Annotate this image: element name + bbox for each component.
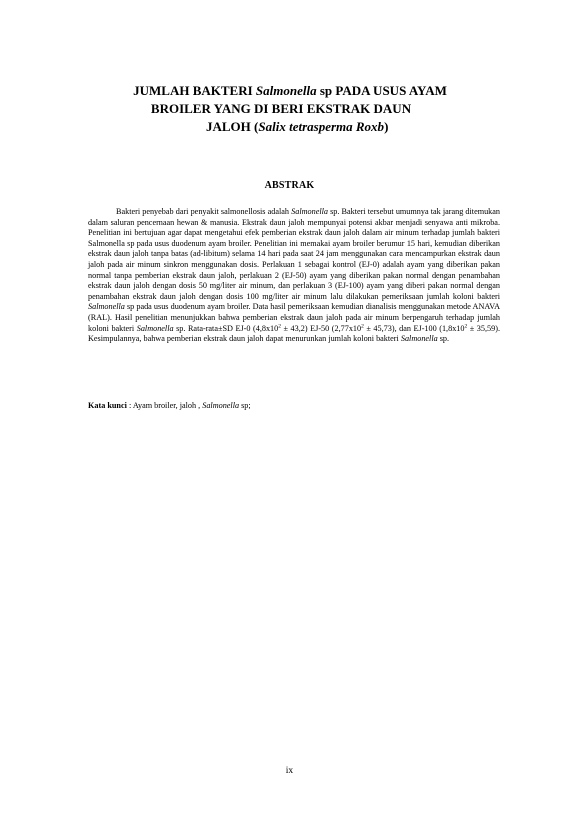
keywords <box>88 401 500 412</box>
abstract-heading: ABSTRAK <box>264 180 315 191</box>
title-italic-genus: Salmonella <box>255 83 317 98</box>
title-line-3 <box>60 118 520 136</box>
title-text: ) <box>384 119 389 134</box>
exponent: 2 <box>278 322 281 329</box>
title-line-1 <box>60 82 520 100</box>
title-text: JALOH ( <box>206 119 259 134</box>
keywords-label: Kata kunci <box>88 401 127 410</box>
abstract-text: Bakteri penyebab dari penyakit salmonellosis adalah <box>116 207 292 216</box>
title-italic-species: Salix tetrasperma Roxb <box>258 119 385 134</box>
abstract-text: sp. Rata-rata±SD EJ-0 (4,8x10 <box>173 323 279 333</box>
keywords-text: : Ayam broiler, jaloh , <box>126 401 203 410</box>
title-text: sp PADA USUS AYAM <box>316 83 447 98</box>
title-line-2: BROILER YANG DI BERI EKSTRAK DAUN <box>150 101 412 116</box>
page-number: ix <box>285 766 294 776</box>
title-text: JUMLAH BAKTERI <box>133 83 256 98</box>
exponent: 2 <box>464 322 468 329</box>
abstract-text: ± 43,2) EJ-50 (2,77x10 <box>281 323 362 333</box>
abstract-text: sp. <box>437 334 450 344</box>
abstract-text: ± 35,59). Kesimpulannya, bahwa pemberian ekstrak daun jaloh dapat menurunkan jumlah koloni bakteri <box>88 323 500 344</box>
abstract-text: ± 45,73), dan EJ-100 (1,8x10 <box>363 323 465 333</box>
abstract-italic: Salmonella <box>88 302 125 312</box>
keywords-text: sp; <box>239 401 251 410</box>
abstract-text: sp pada usus duodenum ayam broiler. Data hasil pemeriksaan kemudian dianalisis menggunakan metode ANAVA (RAL). Hasil penelitian menunjukkan bahwa pemberian ekstrak daun jaloh pada air minum berpengaruh terhadap jumlah koloni bakteri <box>88 302 500 333</box>
keywords-italic: Salmonella <box>202 401 240 410</box>
abstract-italic: Salmonella <box>136 323 174 333</box>
abstract-italic: Salmonella <box>400 334 438 344</box>
abstract-paragraph <box>88 207 500 345</box>
exponent: 2 <box>361 322 364 329</box>
abstract-body <box>88 207 500 345</box>
document-title <box>60 82 520 136</box>
abstract-italic: Salmonella <box>291 207 328 216</box>
abstract-text: sp. Bakteri tersebut umumnya tak jarang ditemukan dalam saluran pencernaan hewan & manusia. Ekstrak daun jaloh mempunyai potensi akbar menjadi senyawa anti mikroba. Penelitian ini bertujuan agar dapat mengetahui efek pemberian ekstrak daun jaloh dalam air minum terhadap jumlah bakteri Salmonella sp pada usus duodenum ayam broiler. Penelitian ini memakai ayam broiler berumur 15 hari, kemudian diberikan ekstrak daun jaloh tanpa batas (ad-libitum) selama 14 hari pada saat 24 jam menggunakan cara mencampurkan ekstrak daun jaloh pada air minum sinkron menggunakan dosis. Perlakuan 1 sebagai kontrol (EJ-0) adalah ayam yang diberikan pakan normal tanpa pemberian ekstrak daun jaloh, perlakuan 2 (EJ-50) ayam yang diberikan pakan normal dengan penambahan ekstrak daun jaloh dengan dosis 50 mg/liter air minum, dan perlakuan 3 (EJ-100) ayam yang diberi pakan normal dengan penambahan ekstrak daun jaloh dengan dosis 100 mg/liter air minum lalu dilakukan pemeriksaan jumlah koloni bakteri <box>88 207 500 301</box>
